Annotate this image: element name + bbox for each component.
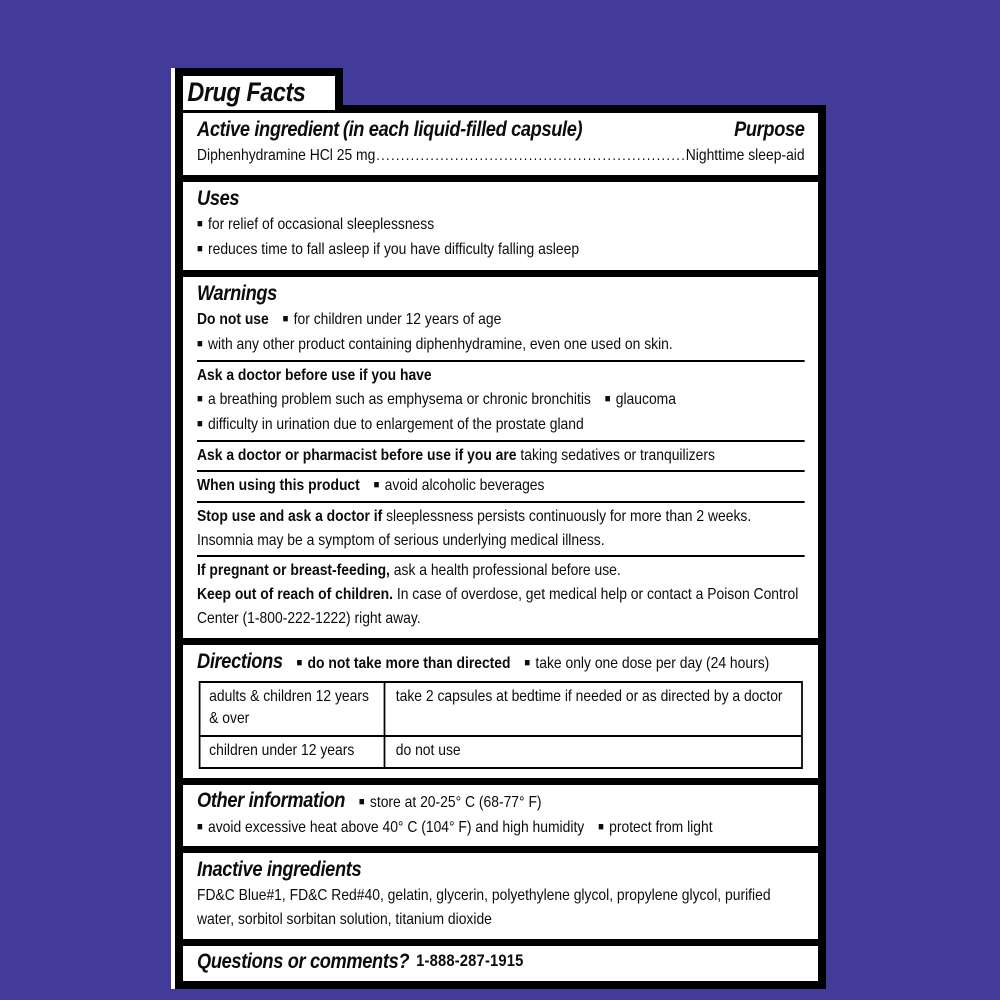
divider	[197, 360, 805, 362]
questions-phone-number: 1-888-287-1915	[416, 951, 524, 970]
dotted-leader	[376, 144, 685, 168]
bullet-icon	[197, 336, 208, 353]
bullet-icon	[197, 416, 208, 433]
other-information-heading: Other information	[197, 789, 346, 812]
bullet-icon	[524, 655, 535, 672]
divider	[197, 440, 805, 442]
divider	[197, 470, 805, 472]
ask-doctor-pharmacist-line: Ask a doctor or pharmacist before use if you are taking sedatives or tranquilizers	[197, 447, 715, 464]
section-other-information	[183, 785, 818, 846]
other-information-line-2: ■ avoid excessive heat above 40° C (104° F) and high humidity ■ protect from light	[197, 816, 805, 841]
divider	[197, 555, 805, 557]
bullet-icon	[197, 391, 208, 408]
ingredient-row	[197, 144, 805, 168]
section-questions	[183, 946, 818, 981]
bullet-icon	[197, 241, 208, 258]
warnings-heading: Warnings	[197, 282, 277, 305]
active-ingredient-heading-row	[197, 116, 582, 144]
drug-facts-tab	[175, 68, 343, 113]
bullet-icon	[283, 311, 294, 328]
bullet-icon	[605, 391, 616, 408]
uses-bullet-1: ■ for relief of occasional sleeplessness	[197, 213, 805, 238]
ask-doctor-lead: Ask a doctor before use if you have	[197, 367, 432, 384]
table-row	[200, 735, 801, 767]
do-not-use-line-2: ■ with any other product containing diphenhydramine, even one used on skin.	[197, 333, 805, 358]
inactive-ingredients-heading: Inactive ingredients	[197, 858, 362, 881]
drug-facts-panel	[175, 105, 826, 989]
ingredient-name: Diphenhydramine HCl 25 mg	[197, 147, 376, 164]
section-uses	[183, 182, 818, 270]
when-using-line: When using this product ■ avoid alcoholic beverages	[197, 474, 805, 499]
uses-bullet-2: ■ reduces time to fall asleep if you have difficulty falling asleep	[197, 238, 805, 263]
purpose-heading: Purpose	[734, 118, 805, 141]
section-active-ingredient	[183, 113, 818, 175]
ask-doctor-bullets-1: ■ a breathing problem such as emphysema or chronic bronchitis ■ glaucoma	[197, 388, 805, 413]
active-ingredient-note: (in each liquid-filled capsule)	[342, 118, 583, 141]
do-not-use-line-1: Do not use ■ for children under 12 years of age	[197, 308, 805, 333]
pregnant-line: If pregnant or breast-feeding, ask a health professional before use.	[197, 562, 621, 579]
bullet-icon	[359, 794, 370, 811]
other-information-heading-row: Other information ■ store at 20-25° C (68-77° F)	[197, 787, 805, 816]
dosage-table	[199, 681, 803, 769]
keep-out-paragraph: Keep out of reach of children. In case of overdose, get medical help or contact a Poison Control Center (1-800-222-1222) right away.	[197, 586, 799, 627]
dosage-age-cell: children under 12 years	[200, 737, 385, 767]
questions-heading: Questions or comments?	[197, 950, 410, 973]
drug-facts-title: Drug Facts	[187, 77, 306, 107]
uses-heading: Uses	[197, 187, 240, 210]
ingredient-purpose: Nighttime sleep-aid	[685, 147, 805, 164]
dosage-instruction-cell: do not use	[395, 742, 461, 759]
ask-doctor-bullets-2: ■ difficulty in urination due to enlargement of the prostate gland	[197, 413, 805, 438]
stop-use-paragraph: Stop use and ask a doctor if sleeplessness persists continuously for more than 2 weeks. Insomnia may be a symptom of serious underlying medical illness.	[197, 508, 752, 549]
directions-heading-row: Directions ■ do not take more than directed ■ take only one dose per day (24 hours)	[197, 648, 805, 677]
section-warnings	[183, 277, 818, 638]
active-ingredient-heading: Active ingredient	[197, 118, 339, 141]
dosage-instruction-cell: take 2 capsules at bedtime if needed or as directed by a doctor	[395, 688, 783, 705]
divider	[197, 501, 805, 503]
dosage-age-cell: adults & children 12 years & over	[200, 683, 385, 735]
bullet-icon	[374, 477, 385, 494]
inactive-ingredients-text: FD&C Blue#1, FD&C Red#40, gelatin, glycerin, polyethylene glycol, propylene glycol, purified water, sorbitol sorbitan solution, titanium dioxide	[197, 887, 771, 928]
bullet-icon	[297, 655, 308, 672]
section-directions	[183, 645, 818, 778]
bullet-icon	[598, 819, 609, 836]
bullet-icon	[197, 819, 208, 836]
directions-heading: Directions	[197, 650, 283, 673]
bullet-icon	[197, 216, 208, 233]
table-row	[200, 683, 801, 735]
section-inactive-ingredients	[183, 853, 818, 939]
